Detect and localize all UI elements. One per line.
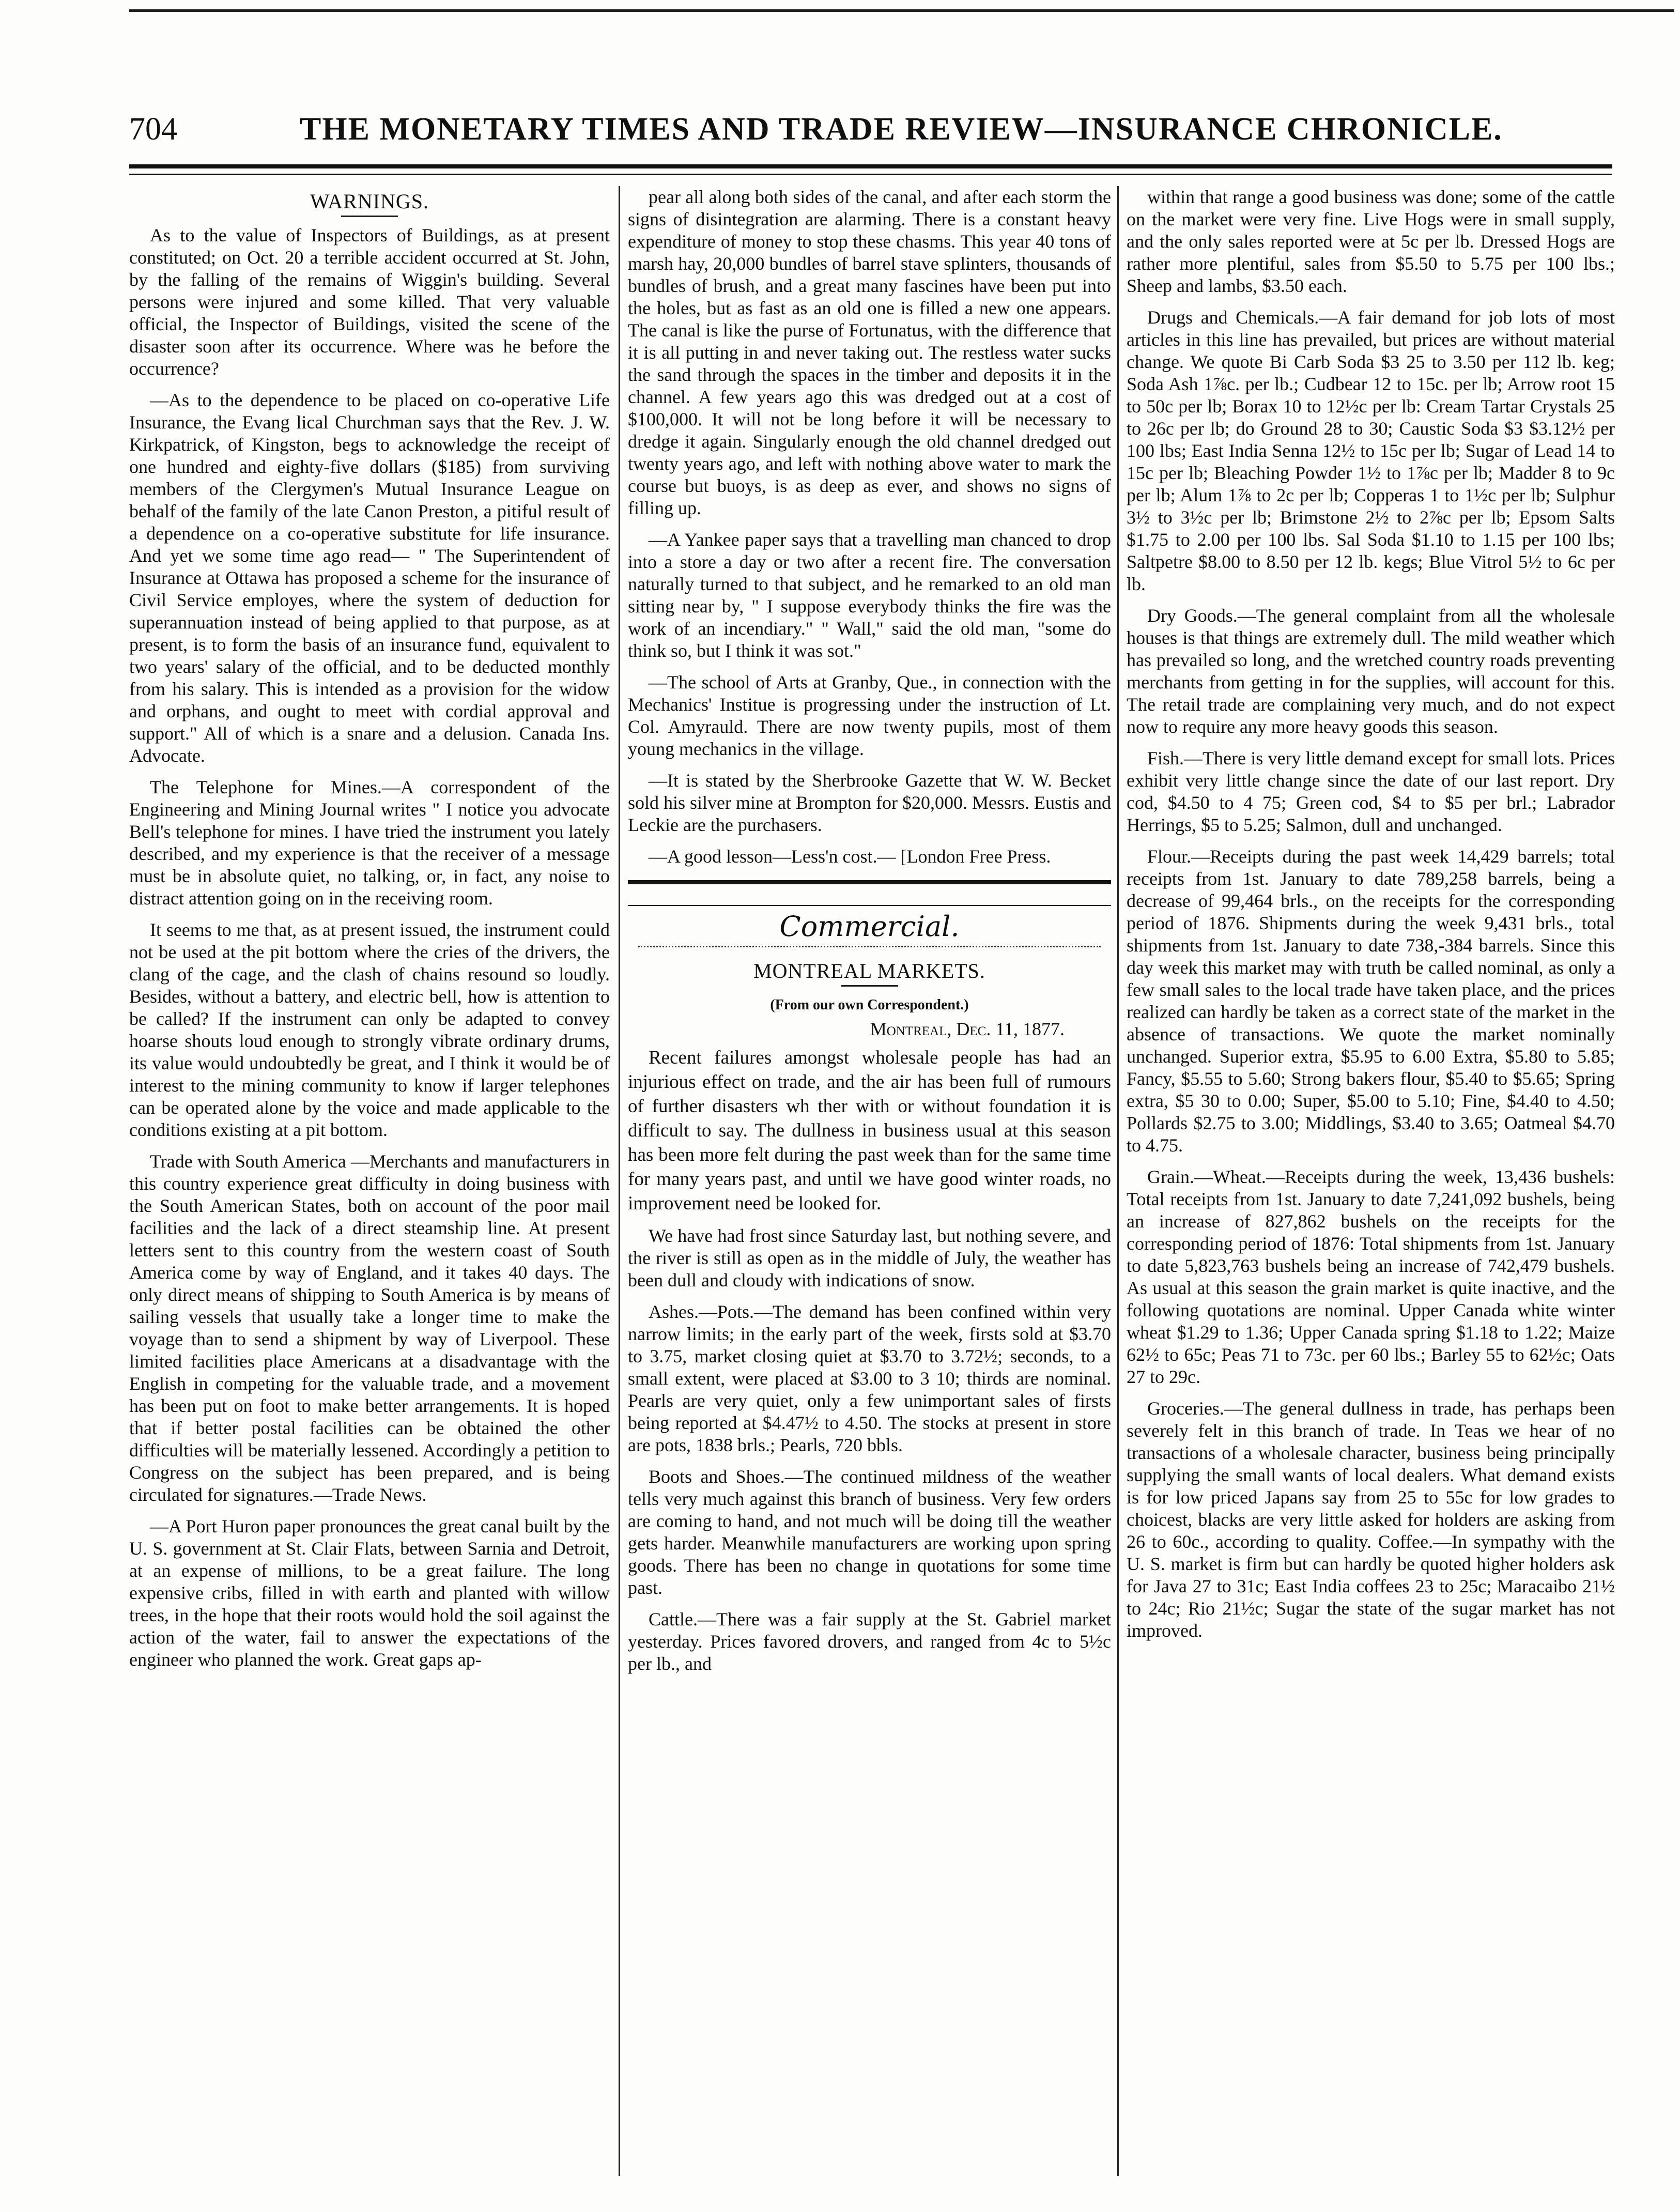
market-paragraph: Boots and Shoes.—The continued mildness of the weather tells very much against this branch of business. Very few orders are coming to hand, and not much will be doing till the weather gets harder. Meanwhile manufacturers are working upon spring goods. There has been no change in quotations for some time past. (628, 1466, 1111, 1598)
market-paragraph: within that range a good business was done; some of the cattle on the market were very fine. Live Hogs were in small supply, and the only sales reported were at 5c per lb. Dressed Hogs are rather more plentiful, sales from $5.50 to 5.75 per 100 lbs.; Sheep and lambs, $3.50 each. (1127, 187, 1615, 296)
article-paragraph: —It is stated by the Sherbrooke Gazette that W. W. Becket sold his silver mine at Brompton for $20,000. Messrs. Eustis and Leckie are the purchasers. (628, 770, 1111, 835)
market-paragraph: Ashes.—Pots.—The demand has been confined within very narrow limits; in the early part of the week, firsts sold at $3.70 to 3.75, market closing quiet at $3.70 to 3.72½; seconds, to a small extent, were placed at $3.00 to 3 10; thirds are nominal. Pearls are very quiet, only a few unimportant sales of firsts being reported at $4.47½ to 4.50. The stocks at present in store are pots, 1838 brls.; Pearls, 720 bbls. (628, 1301, 1111, 1455)
article-paragraph: —A Yankee paper says that a travelling man chanced to drop into a store a day or two after a recent fire. The conversation naturally turned to that subject, and he remarked to an old man sitting near by, " I suppose everybody thinks the fire was the work of an incendiary." " Wall," said the old man, "some do think so, but I think it was sot." (628, 529, 1111, 661)
south-america-paragraph: Trade with South America —Merchants and manufacturers in this country experience great difficulty in doing business with the South American States, both on account of the poor mail facilities and the lack of a direct steamship line. At present letters sent to this country from the western coast of South America come by way of England, and it takes 40 days. The only direct means of shipping to South America is by means of sailing vessels that usually take a longer time to make the voyage than to send a shipment by way of Liverpool. These limited facilities place Americans at a disadvantage with the English in competing for the valuable trade, and a movement has been put on foot to make better arrangements. It is hoped that if better postal facilities can be obtained the other difficulties will be materially lessened. Accordingly a petition to Congress on the subject has been prepared, and is being circulated for signatures.—Trade News. (129, 1151, 610, 1505)
correspondent-credit: (From our own Correspondent.) (770, 997, 969, 1013)
column-divider (1117, 186, 1119, 2176)
header-rule-thick (129, 164, 1612, 168)
page-number: 704 (129, 112, 177, 147)
article-paragraph: —The school of Arts at Granby, Que., in connection with the Mechanics' Institue is progressing under the instruction of Lt. Col. Amyrauld. There are now twenty pupils, most of them young mechanics in the village. (628, 672, 1111, 759)
article-paragraph: —A Port Huron paper pronounces the great canal built by the U. S. government at St. Clair Flats, between Sarnia and Detroit, at an expense of millions, to be a great failure. The long expensive cribs, filled in with earth and planted with willow trees, in the hope that their roots would hold the soil against the action of the water, fail to answer the expectations of the engineer who planned the work. Great gaps ap- (129, 1516, 610, 1670)
telephone-paragraph: The Telephone for Mines.—A correspondent of the Engineering and Mining Journal writes " I notice you advocate Bell's telephone for mines. I have tried the instrument you lately described, and my experience is that the receiver of a message must be in absolute quiet, no talking, or, in fact, any noise to distract attention going on in the receiving room. (129, 777, 610, 909)
dateline: Montreal, Dec. 11, 1877. (870, 1019, 1065, 1039)
article-paragraph: Recent failures amongst wholesale people has had an injurious effect on trade, and the air has been full of rumours of further disasters wh ther with or without foundation it is difficult to say. The dullness in business usual at this season has been more felt during the past week than for the same time for many years past, and until we have good winter roads, no improvement need be looked for. (628, 1047, 1111, 1214)
market-paragraph: Cattle.—There was a fair supply at the St. Gabriel market yesterday. Prices favored drovers, and ranged from 4c to 5½c per lb., and (628, 1609, 1111, 1674)
article-paragraph: —As to the dependence to be placed on co-operative Life Insurance, the Evang lical Churchman says that the Rev. J. W. Kirkpatrick, of Kingston, begs to acknowledge the receipt of one hundred and eighty-five dollars ($185) from surviving members of the Clergymen's Mutual Insurance League on behalf of the family of the late Canon Preston, a pitiful result of a dependence on a co-operative substitute for life insurance. And yet we some time ago read— " The Superintendent of Insurance at Ottawa has proposed a scheme for the insurance of Civil Service employes, where the system of deduction for superannuation instead of being applied to that purpose, as at present, is to form the basis of an insurance fund, equivalent to two years' salary of the official, and to be deducted monthly from his salary. This is intended as a provision for the widow and orphans, and ought to meet with cordial approval and support." All of which is a snare and a delusion. Canada Ins. Advocate. (129, 390, 610, 766)
market-paragraph: Grain.—Wheat.—Receipts during the week, 13,436 bushels: Total receipts from 1st. January to date 7,241,092 bushels, being an increase of 827,862 bushels on the receipts for the corresponding period of 1876: Total shipments from 1st. January to date 5,823,763 bushels being an increase of 742,479 bushels. As usual at this season the grain market is quite inactive, and the following quotations are nominal. Upper Canada white winter wheat $1.29 to 1.36; Upper Canada spring $1.18 to 1.22; Maize 62½ to 65c; Peas 71 to 73c. per 60 lbs.; Barley 55 to 62½c; Oats 27 to 29c. (1127, 1166, 1615, 1387)
header-rule-thin (129, 174, 1612, 175)
column-2 (628, 186, 1111, 2191)
masthead-title: THE MONETARY TIMES AND TRADE REVIEW—INSURANCE CHRONICLE. (300, 112, 1503, 147)
montreal-markets-heading: MONTREAL MARKETS. (753, 959, 985, 982)
ornamental-rule (638, 943, 1101, 947)
article-paragraph: —A good lesson—Less'n cost.— [London Free Press. (649, 846, 1051, 867)
heading-rule (841, 985, 898, 987)
article-paragraph: We have had frost since Saturday last, but nothing severe, and the river is still as open as in the middle of July, the weather has been dull and cloudy with indications of snow. (628, 1225, 1111, 1291)
top-edge-rule (129, 9, 1674, 12)
market-paragraph: Groceries.—The general dullness in trade, has perhaps been severely felt in this branch of trade. In Teas we hear of no transactions of a wholesale character, business being principally supplying the small wants of local dealers. What demand exists is for low priced Japans say from 25 to 55c for low grades to choicest, blacks are very little asked for holders are asking from 26 to 60c., according to quality. Coffee.—In sympathy with the U. S. market is firm but can hardly be quoted higher holders ask for Java 27 to 31c; East India coffees 23 to 25c; Maracaibo 21½ to 24c; Rio 21½c; Sugar the state of the sugar market has not improved. (1127, 1398, 1615, 1641)
market-paragraph: Drugs and Chemicals.—A fair demand for job lots of most articles in this line has prevailed, but prices are without material change. We quote Bi Carb Soda $3 25 to 3.50 per 112 lb. keg; Soda Ash 1⅞c. per lb.; Cudbear 12 to 15c. per lb; Arrow root 15 to 50c per lb; Borax 10 to 12½c per lb: Cream Tartar Crystals 25 to 26c per lb; do Ground 28 to 30; Caustic Soda $3 $3.12½ per 100 lbs; East India Senna 12½ to 15c per lb; Sugar of Lead 14 to 15c per lb; Bleaching Powder 1½ to 1⅞c per lb; Madder 8 to 9c per lb; Alum 1⅞ to 2c per lb; Copperas 1 to 1½c per lb; Sulphur 3½ to 3½c per lb; Brimstone 2½ to 2⅞c per lb; Epsom Salts $1.75 to 2.00 per 100 lbs. Sal Soda $1.10 to 1.15 per 100 lbs; Saltpetre $8.00 to 8.50 per 12 lb. kegs; Blue Vitrol 5½ to 6c per lb. (1127, 307, 1615, 594)
column-1 (129, 186, 610, 2191)
heading-rule (341, 216, 398, 217)
article-paragraph: It seems to me that, as at present issued, the instrument could not be used at the pit bottom where the cries of the drivers, the clang of the cage, and the clash of chains resound so loudly. Besides, without a battery, and electric bell, how is attention to be called? If the instrument can only be adapted to convey hoarse shouts loud enough to strongly vibrate ordinary drums, its value would undoubtedly be great, and I think it would be of interest to the mining community to know if larger telephones can be operated alone by the voice and made applicable to the conditions existing at a pit bottom. (129, 919, 610, 1140)
article-paragraph: As to the value of Inspectors of Buildings, as at present constituted; on Oct. 20 a terrible accident occurred at St. John, by the falling of the remains of Wiggin's building. Several persons were injured and some killed. That very valuable official, the Inspector of Buildings, visited the scene of the disaster soon after its occurrence. Where was he before the occurrence? (129, 225, 610, 379)
market-paragraph: Fish.—There is very little demand except for small lots. Prices exhibit very little change since the date of our last report. Dry cod, $4.50 to 4 75; Green cod, $4 to $5 per brl.; Labrador Herrings, $5 to 5.25; Salmon, dull and unchanged. (1127, 748, 1615, 835)
section-rule (628, 880, 1111, 906)
market-paragraph: Dry Goods.—The general complaint from all the wholesale houses is that things are extremely dull. The mild weather which has prevailed so long, and the wretched country roads preventing merchants from getting in for the supplies, will account for this. The retail trade are complaining very much, and do not expect now to require any more heavy goods this season. (1127, 605, 1615, 737)
page-header (129, 109, 1612, 155)
warnings-heading: WARNINGS. (310, 190, 429, 213)
market-paragraph: Flour.—Receipts during the past week 14,429 barrels; total receipts from 1st. January to date 789,258 barrels, being a decrease of 99,464 brls., on the receipts for the corresponding period of 1876. Shipments during the week 9,431 brls., total shipments from 1st. January to date 738,-384 barrels. Since this day week this market may with truth be called nominal, as only a few small sales to the local trade have taken place, and the prices realized can hardly be taken as a correct state of the market in the absence of transactions. We quote the market nominally unchanged. Superior extra, $5.95 to 6.00 Extra, $5.80 to 5.85; Fancy, $5.55 to 5.60; Strong bakers flour, $5.40 to $5.65; Spring extra, $5 30 to 0.00; Super, $5.00 to 5.10; Fine, $4.40 to 4.50; Pollards $2.75 to 3.00; Middlings, $3.40 to 3.65; Oatmeal $4.70 to 4.75. (1127, 846, 1615, 1156)
commercial-heading: Commercial. (779, 910, 960, 943)
article-paragraph: pear all along both sides of the canal, and after each storm the signs of disintegration are alarming. There is a constant heavy expenditure of money to stop these chasms. This year 40 tons of marsh hay, 20,000 bundles of barrel stave splinters, thousands of bundles of brush, and a great many fascines have been put into the holes, but as fast as an old one is filled a new one appears. The canal is like the purse of Fortunatus, with the difference that it is all putting in and never taking out. The restless water sucks the sand through the spaces in the timber and deposits it in the channel. A few years ago this was dredged out at a cost of $100,000. It will not be long before it will be necessary to dredge it again. Singularly enough the old channel dredged out twenty years ago, and left with nothing above water to mark the course but buoys, is as deep as ever, and shows no signs of filling up. (628, 187, 1111, 518)
column-divider (619, 186, 620, 2176)
column-3 (1127, 186, 1615, 2191)
